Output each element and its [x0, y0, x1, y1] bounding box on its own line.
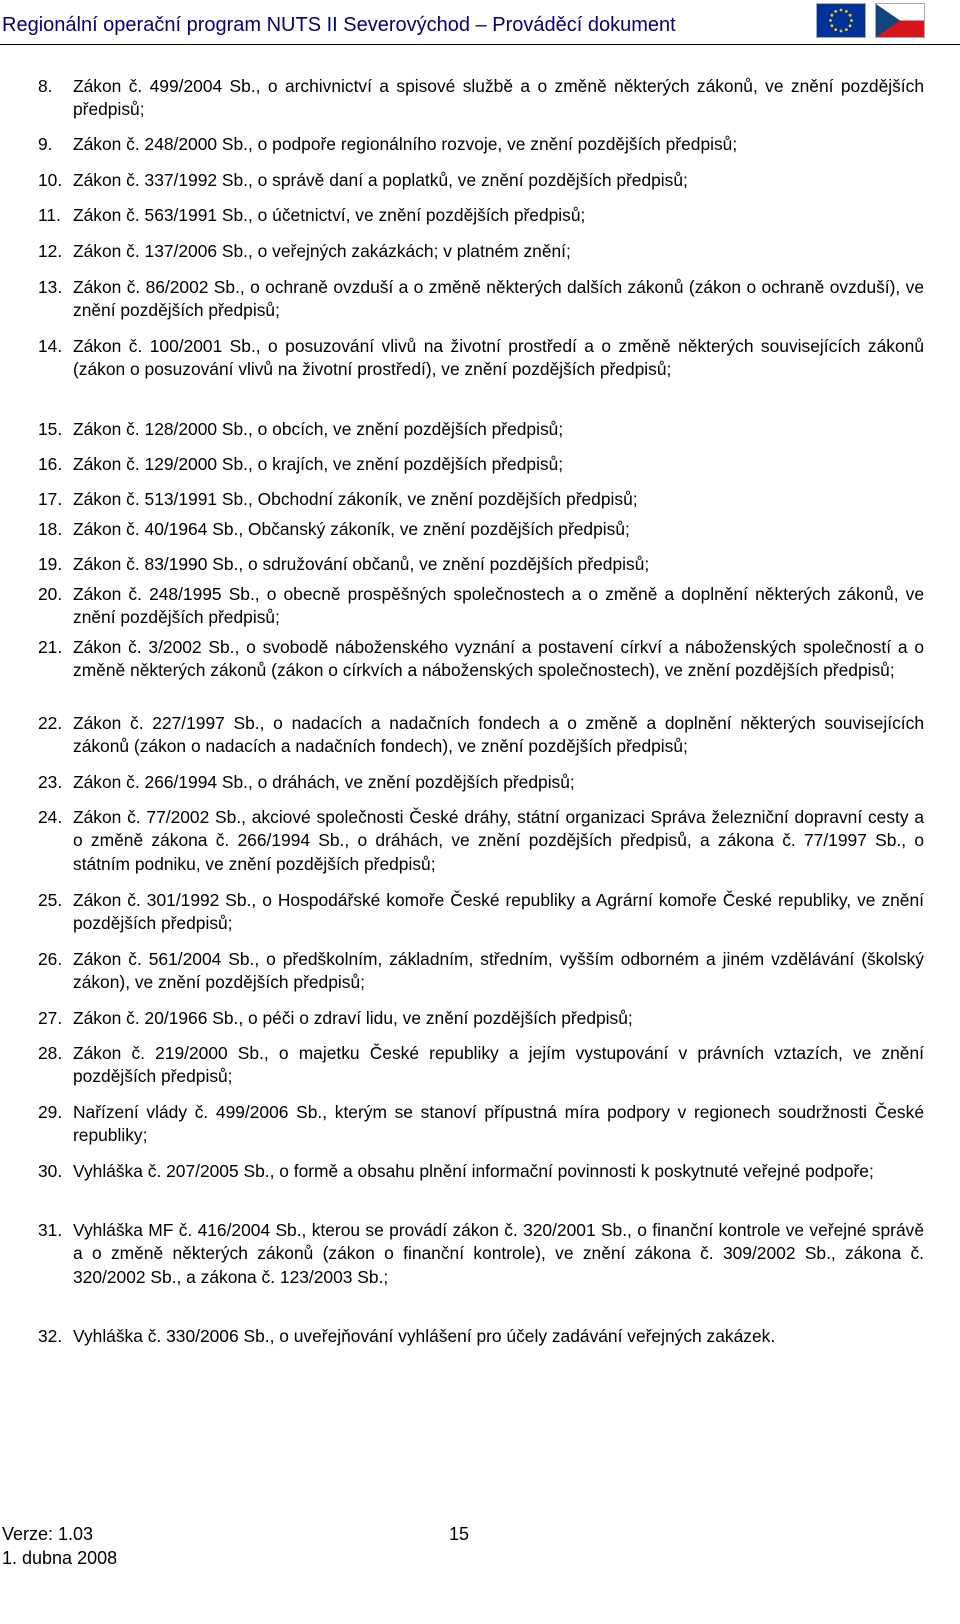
list-item	[38, 1325, 924, 1348]
item-text: Zákon č. 266/1994 Sb., o dráhách, ve znění pozdějších předpisů;	[73, 772, 575, 792]
list-item	[38, 771, 924, 794]
item-number: 25.	[38, 890, 63, 910]
footer-version: Verze: 1.03	[2, 1524, 94, 1544]
item-text: Zákon č. 20/1966 Sb., o péči o zdraví lidu, ve znění pozdějších předpisů;	[73, 1008, 633, 1028]
czech-flag-shape	[876, 4, 924, 37]
item-text: Zákon č. 513/1991 Sb., Obchodní zákoník, ve znění pozdějších předpisů;	[73, 489, 638, 509]
list-item	[38, 240, 924, 263]
item-number: 23.	[38, 772, 63, 792]
list-item	[38, 889, 924, 936]
header-title: Regionální operační program NUTS II Severovýchod – Prováděcí dokument	[2, 14, 676, 36]
eu-stars-icon	[817, 4, 865, 37]
list-item	[38, 553, 924, 576]
item-number: 19.	[38, 554, 63, 574]
list-item	[38, 204, 924, 227]
footer-date: 1. dubna 2008	[2, 1548, 118, 1568]
item-text: Zákon č. 227/1997 Sb., o nadacích a nadačních fondech a o změně a doplnění některých souvisejících zákonů (zákon o nadacích a nadačních fondech), ve znění pozdějších předpisů;	[73, 713, 924, 757]
item-text: Zákon č. 301/1992 Sb., o Hospodářské komoře České republiky a Agrární komoře České republiky, ve znění pozdějších předpisů;	[73, 890, 924, 934]
item-text: Zákon č. 219/2000 Sb., o majetku České republiky a jejím vystupování v právních vztazích, ve znění pozdějších předpisů;	[73, 1043, 924, 1087]
list-item	[38, 1101, 924, 1148]
list-item	[38, 1042, 924, 1089]
item-text: Zákon č. 248/1995 Sb., o obecně prospěšných společnostech a o změně a doplnění některých zákonů, ve znění pozdějších předpisů;	[73, 584, 924, 628]
list-item	[38, 948, 924, 995]
item-number: 31.	[38, 1220, 63, 1240]
item-text: Zákon č. 100/2001 Sb., o posuzování vlivů na životní prostředí a o změně některých souvisejících zákonů (zákon o posuzování vlivů na životní prostředí), ve znění pozdějších předpisů;	[73, 336, 924, 380]
item-number: 22.	[38, 713, 63, 733]
item-text: Nařízení vlády č. 499/2006 Sb., kterým se stanoví přípustná míra podpory v regionech soudržnosti České republiky;	[73, 1102, 924, 1146]
item-number: 10.	[38, 170, 63, 190]
item-text: Zákon č. 561/2004 Sb., o předškolním, základním, středním, vyšším odborném a jiném vzdělávání (školský zákon), ve znění pozdějších předpisů;	[73, 949, 924, 993]
list-item	[38, 133, 924, 156]
item-text: Zákon č. 137/2006 Sb., o veřejných zakázkách; v platném znění;	[73, 241, 571, 261]
item-number: 9.	[38, 134, 53, 154]
list-item	[38, 276, 924, 323]
item-text: Zákon č. 3/2002 Sb., o svobodě náboženského vyznání a postavení církví a náboženských společností a o změně některých zákonů (zákon o církvích a náboženských společnostech), ve znění pozdějších předpisů;	[73, 637, 924, 681]
item-number: 30.	[38, 1161, 63, 1181]
list-item	[38, 636, 924, 683]
list-item	[38, 583, 924, 630]
item-number: 18.	[38, 519, 63, 539]
list-item	[38, 169, 924, 192]
list-item	[38, 75, 924, 122]
list-item	[38, 806, 924, 876]
list-item	[38, 1160, 924, 1183]
czech-flag-icon	[875, 3, 925, 38]
item-number: 21.	[38, 637, 63, 657]
list-item	[38, 453, 924, 476]
item-text: Vyhláška č. 207/2005 Sb., o formě a obsahu plnění informační povinnosti k poskytnuté veřejné podpoře;	[73, 1161, 874, 1181]
item-number: 12.	[38, 241, 63, 261]
item-text: Zákon č. 499/2004 Sb., o archivnictví a spisové službě a o změně některých zákonů, ve znění pozdějších předpisů;	[73, 76, 924, 120]
item-text: Zákon č. 86/2002 Sb., o ochraně ovzduší a o změně některých dalších zákonů (zákon o ochraně ovzduší), ve znění pozdějších předpisů;	[73, 277, 924, 321]
item-text: Zákon č. 248/2000 Sb., o podpoře regionálního rozvoje, ve znění pozdějších předpisů;	[73, 134, 738, 154]
item-text: Zákon č. 83/1990 Sb., o sdružování občanů, ve znění pozdějších předpisů;	[73, 554, 650, 574]
item-number: 15.	[38, 419, 63, 439]
item-number: 24.	[38, 807, 63, 827]
header-divider	[0, 44, 960, 45]
item-text: Zákon č. 337/1992 Sb., o správě daní a poplatků, ve znění pozdějších předpisů;	[73, 170, 688, 190]
item-text: Zákon č. 77/2002 Sb., akciové společnosti České dráhy, státní organizaci Správa železniční dopravní cesty a o změně zákona č. 266/1994 Sb., o dráhách, ve znění pozdějších předpisů, a zákona č. 77/1997 Sb., o státním podniku, ve znění pozdějších předpisů;	[73, 807, 924, 874]
list-item	[38, 518, 924, 541]
list-item	[38, 1007, 924, 1030]
list-item	[38, 335, 924, 382]
item-text: Vyhláška MF č. 416/2004 Sb., kterou se provádí zákon č. 320/2001 Sb., o finanční kontrole ve veřejné správě a o změně některých zákonů (zákon o finanční kontrole), ve znění zákona č. 309/2002 Sb., zákona č. 320/2002 Sb., a zákona č. 123/2003 Sb.;	[73, 1220, 924, 1287]
list-item	[38, 712, 924, 759]
item-number: 26.	[38, 949, 63, 969]
item-number: 17.	[38, 489, 63, 509]
item-number: 27.	[38, 1008, 63, 1028]
item-text: Vyhláška č. 330/2006 Sb., o uveřejňování vyhlášení pro účely zadávání veřejných zakázek.	[73, 1326, 776, 1346]
item-number: 8.	[38, 76, 53, 96]
item-text: Zákon č. 129/2000 Sb., o krajích, ve znění pozdějších předpisů;	[73, 454, 564, 474]
list-item	[38, 488, 924, 511]
item-number: 14.	[38, 336, 63, 356]
item-text: Zákon č. 40/1964 Sb., Občanský zákoník, ve znění pozdějších předpisů;	[73, 519, 630, 539]
item-number: 32.	[38, 1326, 63, 1346]
page-header	[0, 0, 960, 46]
item-number: 29.	[38, 1102, 63, 1122]
item-text: Zákon č. 563/1991 Sb., o účetnictví, ve znění pozdějších předpisů;	[73, 205, 586, 225]
item-number: 16.	[38, 454, 63, 474]
item-number: 13.	[38, 277, 63, 297]
item-number: 11.	[38, 205, 61, 225]
list-item	[38, 1219, 924, 1289]
item-number: 20.	[38, 584, 63, 604]
list-item	[38, 418, 924, 441]
item-text: Zákon č. 128/2000 Sb., o obcích, ve znění pozdějších předpisů;	[73, 419, 564, 439]
eu-flag-icon	[816, 3, 866, 38]
page-number: 15	[449, 1524, 470, 1544]
item-number: 28.	[38, 1043, 63, 1063]
